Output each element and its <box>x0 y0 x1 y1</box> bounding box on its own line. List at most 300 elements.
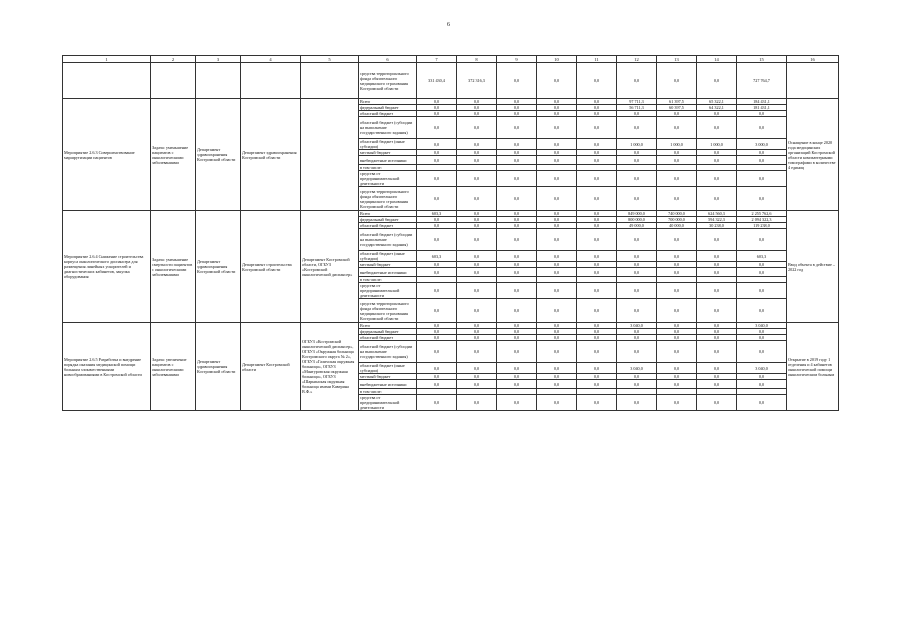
value-cell: 0,0 <box>737 187 787 211</box>
value-cell: 0,0 <box>537 380 577 389</box>
value-cell: 0,0 <box>737 229 787 251</box>
value-cell: 0,0 <box>577 63 617 99</box>
value-cell: 0,0 <box>577 171 617 187</box>
funding-source: местный бюджет <box>359 150 417 156</box>
funding-source: в том числе: <box>359 277 417 283</box>
value-cell: 0,0 <box>497 187 537 211</box>
value-cell: 0,0 <box>697 268 737 277</box>
value-cell: 0,0 <box>417 380 457 389</box>
value-cell: 0,0 <box>577 374 617 380</box>
value-cell: 0,0 <box>537 217 577 223</box>
expected-result: Открытие в 2019 году 1 отделения и 4 кабинетов онкологической помощи онкологическим больным <box>787 323 839 411</box>
value-cell: 740 000,0 <box>657 211 697 217</box>
value-cell: 0,0 <box>577 111 617 117</box>
value-cell: 0,0 <box>457 363 497 374</box>
funding-source: средства от предпринимательской деятельности <box>359 395 417 411</box>
value-cell: 0,0 <box>577 283 617 299</box>
value-cell: 0,0 <box>697 363 737 374</box>
header-cell: 14 <box>697 56 737 63</box>
value-cell: 0,0 <box>417 374 457 380</box>
value-cell: 0,0 <box>657 329 697 335</box>
value-cell: 624 560,3 <box>697 211 737 217</box>
funding-source: федеральный бюджет <box>359 105 417 111</box>
value-cell: 849 000,0 <box>617 211 657 217</box>
value-cell: 0,0 <box>737 156 787 165</box>
value-cell: 0,0 <box>657 262 697 268</box>
responsible-executor: Департамент здравоохранения Костромской области <box>196 211 241 323</box>
value-cell: 0,0 <box>577 217 617 223</box>
header-cell: 1 <box>63 56 151 63</box>
value-cell: 0,0 <box>497 299 537 323</box>
value-cell: 0,0 <box>577 117 617 139</box>
value-cell: 0,0 <box>697 374 737 380</box>
header-cell: 13 <box>657 56 697 63</box>
value-cell: 3 040,0 <box>737 323 787 329</box>
value-cell: 0,0 <box>577 323 617 329</box>
value-cell: 0,0 <box>657 395 697 411</box>
value-cell: 0,0 <box>417 323 457 329</box>
value-cell: 0,0 <box>417 187 457 211</box>
value-cell: 594 322,3 <box>697 217 737 223</box>
value-cell: 0,0 <box>497 217 537 223</box>
value-cell: 0,0 <box>617 150 657 156</box>
value-cell: 0,0 <box>737 283 787 299</box>
value-cell: 0,0 <box>697 111 737 117</box>
value-cell: 0,0 <box>617 329 657 335</box>
value-cell: 0,0 <box>617 395 657 411</box>
value-cell: 0,0 <box>417 139 457 150</box>
value-cell: 0,0 <box>537 187 577 211</box>
value-cell: 0,0 <box>657 187 697 211</box>
value-cell: 0,0 <box>417 99 457 105</box>
value-cell: 0,0 <box>497 341 537 363</box>
header-cell: 2 <box>151 56 196 63</box>
value-cell: 0,0 <box>617 335 657 341</box>
event-task: Задача: уменьшение пациентов с онкологическими заболеваниями <box>151 99 196 211</box>
value-cell: 0,0 <box>497 156 537 165</box>
header-cell: 9 <box>497 56 537 63</box>
value-cell: 3 040,0 <box>617 323 657 329</box>
header-cell: 8 <box>457 56 497 63</box>
value-cell: 0,0 <box>697 335 737 341</box>
value-cell: 603,3 <box>737 251 787 262</box>
value-cell: 0,0 <box>497 171 537 187</box>
funding-source: средства от предпринимательской деятельности <box>359 283 417 299</box>
co-executor: Департамент строительства Костромской области <box>241 211 301 323</box>
value-cell: 0,0 <box>537 335 577 341</box>
value-cell: 0,0 <box>417 329 457 335</box>
value-cell: 0,0 <box>417 150 457 156</box>
value-cell: 2 255 762,6 <box>737 211 787 217</box>
value-cell: 0,0 <box>617 117 657 139</box>
funding-source: в том числе: <box>359 165 417 171</box>
value-cell: 0,0 <box>697 341 737 363</box>
cell <box>196 63 241 99</box>
value-cell: 0,0 <box>537 111 577 117</box>
value-cell: 0,0 <box>497 111 537 117</box>
value-cell: 0,0 <box>457 374 497 380</box>
value-cell: 0,0 <box>457 211 497 217</box>
value-cell: 0,0 <box>697 187 737 211</box>
value-cell: 1 000,0 <box>657 139 697 150</box>
value-cell: 0,0 <box>697 150 737 156</box>
value-cell: 0,0 <box>497 150 537 156</box>
value-cell: 119 238,0 <box>737 223 787 229</box>
value-cell: 0,0 <box>497 335 537 341</box>
value-cell: 0,0 <box>497 99 537 105</box>
value-cell: 0,0 <box>577 329 617 335</box>
value-cell: 0,0 <box>737 395 787 411</box>
value-cell: 0,0 <box>537 150 577 156</box>
value-cell: 0,0 <box>577 156 617 165</box>
value-cell: 0,0 <box>657 150 697 156</box>
funding-source: местный бюджет <box>359 262 417 268</box>
funding-source: областной бюджет (иные субсидии) <box>359 363 417 374</box>
value-cell: 0,0 <box>577 251 617 262</box>
budget-table <box>62 55 839 411</box>
value-cell: 0,0 <box>457 268 497 277</box>
value-cell: 0,0 <box>497 117 537 139</box>
value-cell: 0,0 <box>617 156 657 165</box>
header-cell: 5 <box>301 56 359 63</box>
value-cell: 0,0 <box>657 156 697 165</box>
value-cell: 0,0 <box>737 111 787 117</box>
funding-source: в том числе: <box>359 389 417 395</box>
header-cell: 6 <box>359 56 417 63</box>
value-cell: 0,0 <box>577 187 617 211</box>
value-cell: 0,0 <box>737 329 787 335</box>
value-cell: 0,0 <box>697 283 737 299</box>
value-cell: 0,0 <box>697 329 737 335</box>
value-cell: 0,0 <box>737 171 787 187</box>
funding-source: федеральный бюджет <box>359 329 417 335</box>
header-cell: 10 <box>537 56 577 63</box>
value-cell: 0,0 <box>537 363 577 374</box>
value-cell: 0,0 <box>617 268 657 277</box>
value-cell: 603,3 <box>417 251 457 262</box>
value-cell: 0,0 <box>617 251 657 262</box>
value-cell: 0,0 <box>697 117 737 139</box>
value-cell: 0,0 <box>457 150 497 156</box>
value-cell: 700 000,0 <box>657 217 697 223</box>
value-cell: 0,0 <box>537 395 577 411</box>
value-cell: 0,0 <box>457 223 497 229</box>
value-cell: 0,0 <box>537 374 577 380</box>
event-task: Задача: уменьшение смертности пациентов с онкологическими заболеваниями <box>151 211 196 323</box>
value-cell: 0,0 <box>457 139 497 150</box>
value-cell: 1 000,0 <box>617 139 657 150</box>
value-cell: 0,0 <box>537 99 577 105</box>
expected-result: Оснащение в конце 2020 года медицинских организаций Костромской области компьютерными томографами в количестве 4 единиц <box>787 99 839 211</box>
value-cell: 0,0 <box>577 105 617 111</box>
value-cell: 0,0 <box>497 223 537 229</box>
co-executor: Департамент здравоохранения Костромской области <box>241 99 301 211</box>
value-cell: 0,0 <box>457 229 497 251</box>
page-number: 6 <box>447 22 450 28</box>
value-cell: 2 094 322,3 <box>737 217 787 223</box>
value-cell: 727 764,7 <box>737 63 787 99</box>
funding-source: областной бюджет (иные субсидии) <box>359 139 417 150</box>
value-cell: 0,0 <box>497 395 537 411</box>
responsible-executor: Департамент здравоохранения Костромской области <box>196 99 241 211</box>
value-cell: 0,0 <box>617 63 657 99</box>
value-cell: 0,0 <box>577 341 617 363</box>
value-cell: 0,0 <box>697 299 737 323</box>
value-cell: 0,0 <box>577 363 617 374</box>
value-cell: 0,0 <box>537 117 577 139</box>
funding-source: средства от предпринимательской деятельности <box>359 171 417 187</box>
value-cell: 0,0 <box>577 99 617 105</box>
value-cell: 0,0 <box>497 251 537 262</box>
funding-source: Всего <box>359 99 417 105</box>
value-cell: 0,0 <box>657 374 697 380</box>
funding-source: средства территориального фонда обязательного медицинского страхования Костромской области <box>359 187 417 211</box>
value-cell: 0,0 <box>537 171 577 187</box>
value-cell: 0,0 <box>457 156 497 165</box>
funding-source: средства территориального фонда обязательного медицинского страхования Костромской области <box>359 63 417 99</box>
value-cell: 0,0 <box>657 323 697 329</box>
value-cell: 0,0 <box>417 217 457 223</box>
value-cell: 0,0 <box>417 283 457 299</box>
value-cell: 372 316,3 <box>457 63 497 99</box>
participant: Департамент Костромской области, ОГБУЗ «Костромской онкологический диспансер» <box>301 211 359 323</box>
funding-source: областной бюджет <box>359 111 417 117</box>
value-cell: 3 040,0 <box>617 363 657 374</box>
value-cell: 0,0 <box>537 323 577 329</box>
value-cell: 40 000,0 <box>657 223 697 229</box>
funding-source: областной бюджет (субсидии на выполнение государственного задания) <box>359 117 417 139</box>
event-name: Мероприятие 2.6.3 Совершенствование маршрутизации пациентов <box>63 99 151 211</box>
value-cell: 0,0 <box>457 380 497 389</box>
event-name: Мероприятие 2.6.5 Разработка и внедрение порядка оказания медицинской помощи больным злокачественными новообразованиями в Костромской области <box>63 323 151 411</box>
value-cell: 0,0 <box>497 229 537 251</box>
value-cell: 0,0 <box>537 211 577 217</box>
value-cell: 603,3 <box>417 211 457 217</box>
value-cell: 1 000,0 <box>697 139 737 150</box>
value-cell: 60 397,5 <box>657 105 697 111</box>
value-cell: 65 322,1 <box>697 99 737 105</box>
value-cell: 0,0 <box>737 262 787 268</box>
value-cell: 0,0 <box>417 299 457 323</box>
value-cell: 0,0 <box>457 323 497 329</box>
value-cell: 0,0 <box>537 251 577 262</box>
value-cell: 0,0 <box>537 63 577 99</box>
value-cell: 0,0 <box>617 380 657 389</box>
header-cell: 7 <box>417 56 457 63</box>
value-cell: 0,0 <box>737 299 787 323</box>
value-cell: 0,0 <box>457 395 497 411</box>
value-cell: 0,0 <box>617 299 657 323</box>
value-cell: 0,0 <box>617 171 657 187</box>
value-cell: 0,0 <box>417 395 457 411</box>
value-cell: 0,0 <box>737 268 787 277</box>
value-cell: 0,0 <box>657 111 697 117</box>
value-cell: 0,0 <box>497 380 537 389</box>
responsible-executor: Департамент здравоохранения Костромской области <box>196 323 241 411</box>
value-cell: 0,0 <box>417 262 457 268</box>
value-cell: 0,0 <box>577 150 617 156</box>
cell <box>151 63 196 99</box>
funding-source: областной бюджет (иные субсидии) <box>359 251 417 262</box>
funding-source: внебюджетные источники <box>359 380 417 389</box>
value-cell: 0,0 <box>737 150 787 156</box>
value-cell: 0,0 <box>537 283 577 299</box>
value-cell: 0,0 <box>577 223 617 229</box>
value-cell: 0,0 <box>497 139 537 150</box>
funding-source: областной бюджет <box>359 335 417 341</box>
value-cell: 0,0 <box>697 251 737 262</box>
value-cell: 0,0 <box>617 111 657 117</box>
value-cell: 0,0 <box>497 323 537 329</box>
cell <box>241 63 301 99</box>
value-cell: 0,0 <box>457 217 497 223</box>
value-cell: 0,0 <box>457 262 497 268</box>
cell <box>301 63 359 99</box>
value-cell: 0,0 <box>737 341 787 363</box>
value-cell: 0,0 <box>417 111 457 117</box>
value-cell: 800 000,0 <box>617 217 657 223</box>
value-cell: 0,0 <box>657 335 697 341</box>
value-cell: 0,0 <box>537 268 577 277</box>
cell <box>63 63 151 99</box>
value-cell: 0,0 <box>537 139 577 150</box>
value-cell: 0,0 <box>497 63 537 99</box>
funding-source: Всего <box>359 211 417 217</box>
value-cell: 61 397,5 <box>657 99 697 105</box>
value-cell: 0,0 <box>577 229 617 251</box>
event-name: Мероприятие 2.6.4 Снижение строительства корпуса онкологического диспансера для размещения линейных ускорителей и диагностических кабинетов, закупка оборудования <box>63 211 151 323</box>
event-task: Задача: увеличение пациентов с онкологическими заболеваниями <box>151 323 196 411</box>
value-cell: 0,0 <box>417 171 457 187</box>
value-cell: 0,0 <box>737 117 787 139</box>
value-cell: 0,0 <box>657 380 697 389</box>
value-cell: 0,0 <box>657 299 697 323</box>
value-cell: 0,0 <box>697 171 737 187</box>
value-cell: 0,0 <box>417 117 457 139</box>
participant: ОГБУЗ «Костромской онкологический диспансер», ОГБУЗ «Окружная больница Костромского округа № 2», ОГБУЗ «Галичская окружная больница», ОГБУЗ «Мантуровская окружная больница», ОГБУЗ «Шарьинская окружная больница имени Каверина В.Ф.» <box>301 323 359 411</box>
value-cell: 3 040,0 <box>737 363 787 374</box>
value-cell: 0,0 <box>697 323 737 329</box>
value-cell: 0,0 <box>537 223 577 229</box>
value-cell: 30 238,0 <box>697 223 737 229</box>
value-cell: 0,0 <box>657 283 697 299</box>
value-cell: 0,0 <box>617 283 657 299</box>
funding-source: средства территориального фонда обязательного медицинского страхования Костромской области <box>359 299 417 323</box>
value-cell: 0,0 <box>577 299 617 323</box>
value-cell: 0,0 <box>497 374 537 380</box>
co-executor: Департамент Костромской области <box>241 323 301 411</box>
value-cell: 0,0 <box>657 117 697 139</box>
value-cell: 0,0 <box>657 363 697 374</box>
funding-source: Всего <box>359 323 417 329</box>
value-cell: 0,0 <box>617 374 657 380</box>
value-cell: 0,0 <box>617 229 657 251</box>
value-cell: 0,0 <box>457 187 497 211</box>
header-row <box>63 56 839 63</box>
value-cell: 0,0 <box>417 341 457 363</box>
value-cell: 0,0 <box>497 268 537 277</box>
value-cell: 0,0 <box>657 268 697 277</box>
value-cell: 0,0 <box>577 268 617 277</box>
funding-source: внебюджетные источники <box>359 156 417 165</box>
value-cell: 0,0 <box>497 211 537 217</box>
value-cell: 0,0 <box>537 156 577 165</box>
value-cell: 0,0 <box>457 111 497 117</box>
value-cell: 0,0 <box>497 283 537 299</box>
value-cell: 0,0 <box>497 105 537 111</box>
value-cell: 0,0 <box>457 335 497 341</box>
funding-source: местный бюджет <box>359 374 417 380</box>
value-cell: 0,0 <box>537 299 577 323</box>
value-cell: 0,0 <box>497 329 537 335</box>
funding-source: областной бюджет <box>359 223 417 229</box>
value-cell: 0,0 <box>417 223 457 229</box>
value-cell: 0,0 <box>697 63 737 99</box>
value-cell: 0,0 <box>617 262 657 268</box>
header-cell: 4 <box>241 56 301 63</box>
funding-source: областной бюджет (субсидии на выполнение государственного задания) <box>359 341 417 363</box>
value-cell: 181 431,1 <box>737 105 787 111</box>
header-cell: 11 <box>577 56 617 63</box>
value-cell: 0,0 <box>737 335 787 341</box>
value-cell: 0,0 <box>417 335 457 341</box>
value-cell: 0,0 <box>697 395 737 411</box>
value-cell: 0,0 <box>497 262 537 268</box>
value-cell: 0,0 <box>457 329 497 335</box>
value-cell: 3 000,0 <box>737 139 787 150</box>
value-cell: 0,0 <box>417 363 457 374</box>
value-cell: 0,0 <box>657 63 697 99</box>
value-cell: 64 322,1 <box>697 105 737 111</box>
expected-result: Ввод объекта в действие – 2022 год <box>787 211 839 323</box>
value-cell: 0,0 <box>537 341 577 363</box>
value-cell: 0,0 <box>457 341 497 363</box>
funding-source: внебюджетные источники <box>359 268 417 277</box>
value-cell: 0,0 <box>417 268 457 277</box>
value-cell: 0,0 <box>697 229 737 251</box>
value-cell: 0,0 <box>737 380 787 389</box>
cell <box>787 63 839 99</box>
funding-source: федеральный бюджет <box>359 217 417 223</box>
value-cell: 0,0 <box>657 341 697 363</box>
header-cell: 12 <box>617 56 657 63</box>
value-cell: 0,0 <box>577 335 617 341</box>
value-cell: 0,0 <box>457 171 497 187</box>
value-cell: 0,0 <box>457 283 497 299</box>
value-cell: 0,0 <box>657 229 697 251</box>
value-cell: 0,0 <box>457 251 497 262</box>
value-cell: 0,0 <box>537 229 577 251</box>
value-cell: 0,0 <box>657 171 697 187</box>
value-cell: 0,0 <box>457 299 497 323</box>
value-cell: 184 431,1 <box>737 99 787 105</box>
value-cell: 0,0 <box>457 117 497 139</box>
value-cell: 0,0 <box>697 156 737 165</box>
value-cell: 0,0 <box>697 380 737 389</box>
value-cell: 56 711,3 <box>617 105 657 111</box>
value-cell: 0,0 <box>737 374 787 380</box>
value-cell: 0,0 <box>577 262 617 268</box>
funding-source: областной бюджет (субсидии на выполнение государственного задания) <box>359 229 417 251</box>
value-cell: 0,0 <box>417 229 457 251</box>
value-cell: 0,0 <box>497 363 537 374</box>
value-cell: 0,0 <box>417 105 457 111</box>
value-cell: 97 711,3 <box>617 99 657 105</box>
value-cell: 49 000,0 <box>617 223 657 229</box>
value-cell: 0,0 <box>417 156 457 165</box>
value-cell: 0,0 <box>657 251 697 262</box>
value-cell: 0,0 <box>577 380 617 389</box>
